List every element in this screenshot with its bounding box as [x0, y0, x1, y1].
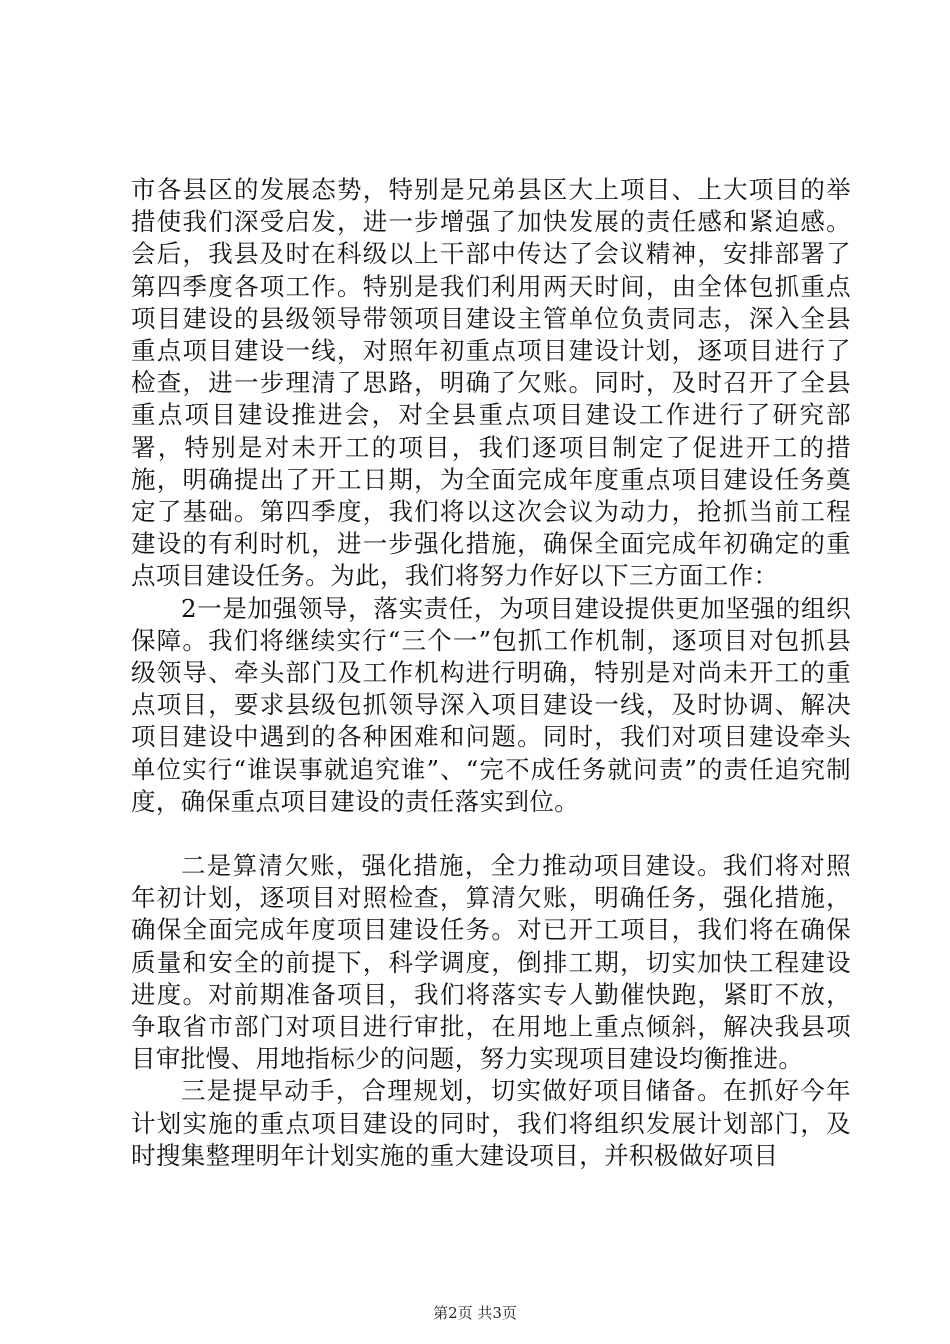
document-body [131, 174, 851, 1172]
page-footer [0, 1303, 950, 1323]
paragraph-point-one: 2一是加强领导，落实责任，为项目建设提供更加坚强的组织保障。我们将继续实行“三个一”包抓工作机制，逐项目对包抓县级领导、牵头部门及工作机构进行明确，特别是对尚未开工的重点项目，要求县级包抓领导深入项目建设一线，及时协调、解决项目建设中遇到的各种困难和问题。同时，我们对项目建设牵头单位实行“谁误事就追究谁”、“完不成任务就问责”的责任追究制度，确保重点项目建设的责任落实到位。 [131, 593, 851, 816]
paragraph-spacer [131, 818, 851, 850]
paragraph-point-two: 二是算清欠账，强化措施，全力推动项目建设。我们将对照年初计划，逐项目对照检查，算清欠账，明确任务，强化措施，确保全面完成年度项目建设任务。对已开工项目，我们将在确保质量和安全的前提下，科学调度，倒排工期，切实加快工程建设进度。对前期准备项目，我们将落实专人勤催快跑，紧盯不放，争取省市部门对项目进行审批，在用地上重点倾斜，解决我县项目审批慢、用地指标少的问题，努力实现项目建设均衡推进。 [131, 851, 851, 1074]
paragraph-overview: 市各县区的发展态势，特别是兄弟县区大上项目、上大项目的举措使我们深受启发，进一步增强了加快发展的责任感和紧迫感。会后，我县及时在科级以上干部中传达了会议精神，安排部署了第四季度各项工作。特别是我们利用两天时间，由全体包抓重点项目建设的县级领导带领项目建设主管单位负责同志，深入全县重点项目建设一线，对照年初重点项目建设计划，逐项目进行了检查，进一步理清了思路，明确了欠账。同时，及时召开了全县重点项目建设推进会，对全县重点项目建设工作进行了研究部署，特别是对未开工的项目，我们逐项目制定了促进开工的措施，明确提出了开工日期，为全面完成年度重点项目建设任务奠定了基础。第四季度，我们将以这次会议为动力，抢抓当前工程建设的有利时机，进一步强化措施，确保全面完成年初确定的重点项目建设任务。为此，我们将努力作好以下三方面工作： [131, 175, 851, 591]
page-number: 第2页 共3页 [433, 1304, 517, 1322]
paragraph-point-three: 三是提早动手，合理规划，切实做好项目储备。在抓好今年计划实施的重点项目建设的同时，我们将组织发展计划部门，及时搜集整理明年计划实施的重大建设项目，并积极做好项目 [131, 1076, 851, 1170]
